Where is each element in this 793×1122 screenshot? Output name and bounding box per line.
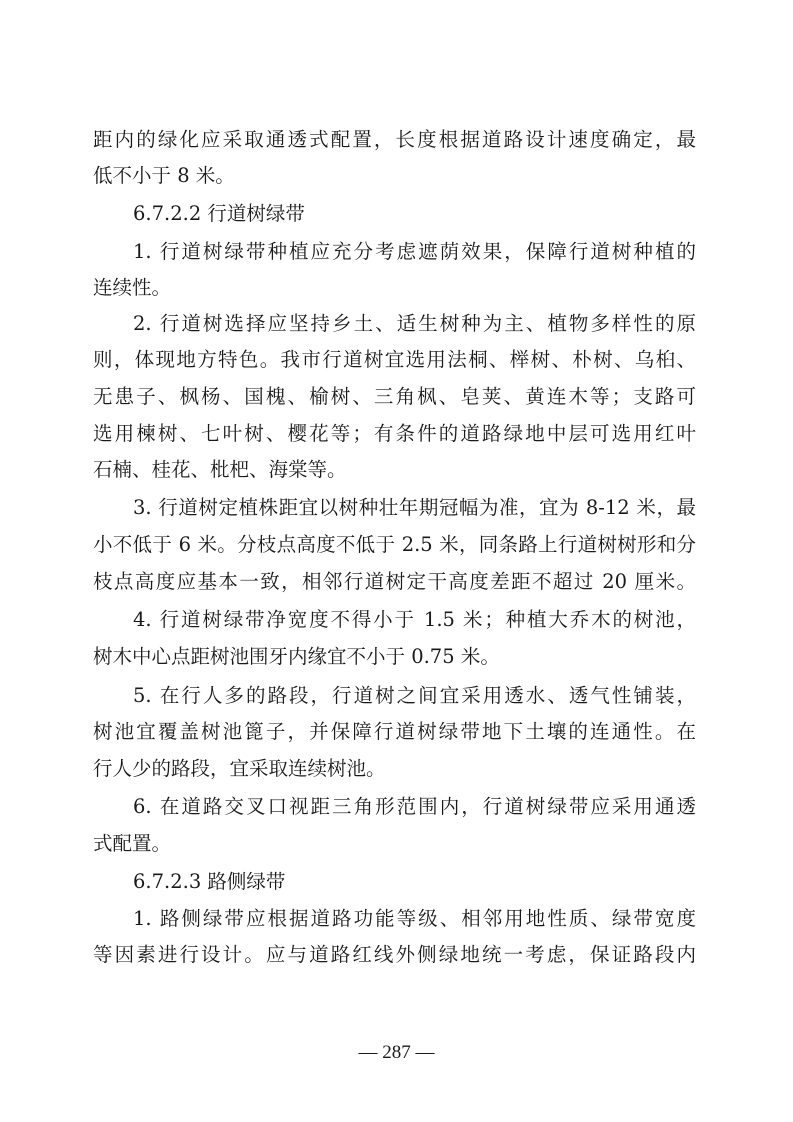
body-line: 无患子、枫杨、国槐、榆树、三角枫、皂荚、黄连木等；支路可 xyxy=(93,385,696,408)
body-line: 树池宜覆盖树池篦子，并保障行道树绿带地下土壤的连通性。在 xyxy=(93,720,696,743)
body-line: 枝点高度应基本一致，相邻行道树定干高度差距不超过 20 厘米。 xyxy=(93,570,696,593)
body-line: 等因素进行设计。应与道路红线外侧绿地统一考虑，保证路段内 xyxy=(93,943,696,966)
body-line: 6. 在道路交叉口视距三角形范围内，行道树绿带应采用通透 xyxy=(133,795,696,818)
body-line: 3. 行道树定植株距宜以树种壮年期冠幅为准，宜为 8-12 米，最 xyxy=(133,496,696,519)
body-line: 1. 行道树绿带种植应充分考虑遮荫效果，保障行道树种植的 xyxy=(133,240,696,263)
section-heading: 6.7.2.2 行道树绿带 xyxy=(133,202,305,225)
body-line: 2. 行道树选择应坚持乡土、适生树种为主、植物多样性的原 xyxy=(133,312,696,335)
section-heading: 6.7.2.3 路侧绿带 xyxy=(133,870,286,893)
body-line: 4. 行道树绿带净宽度不得小于 1.5 米；种植大乔木的树池， xyxy=(133,608,696,631)
body-line: 行人少的路段，宜采取连续树池。 xyxy=(93,757,386,780)
body-line: 选用楝树、七叶树、樱花等；有条件的道路绿地中层可选用红叶 xyxy=(93,422,696,445)
body-line: 式配置。 xyxy=(93,832,172,855)
body-line: 5. 在行人多的路段，行道树之间宜采用透水、透气性铺装， xyxy=(133,684,696,707)
body-line: 低不小于 8 米。 xyxy=(93,164,235,187)
page-number: — 287 — xyxy=(358,1042,435,1063)
body-line: 石楠、桂花、枇杷、海棠等。 xyxy=(93,458,347,481)
body-line: 距内的绿化应采取通透式配置，长度根据道路设计速度确定，最 xyxy=(93,128,696,151)
body-line: 则，体现地方特色。我市行道树宜选用法桐、榉树、朴树、乌桕、 xyxy=(93,348,696,371)
body-line: 1. 路侧绿带应根据道路功能等级、相邻用地性质、绿带宽度 xyxy=(133,907,696,930)
body-line: 树木中心点距树池围牙内缘宜不小于 0.75 米。 xyxy=(93,645,500,668)
body-line: 连续性。 xyxy=(93,276,172,299)
body-line: 小不低于 6 米。分枝点高度不低于 2.5 米，同条路上行道树树形和分 xyxy=(93,533,696,556)
